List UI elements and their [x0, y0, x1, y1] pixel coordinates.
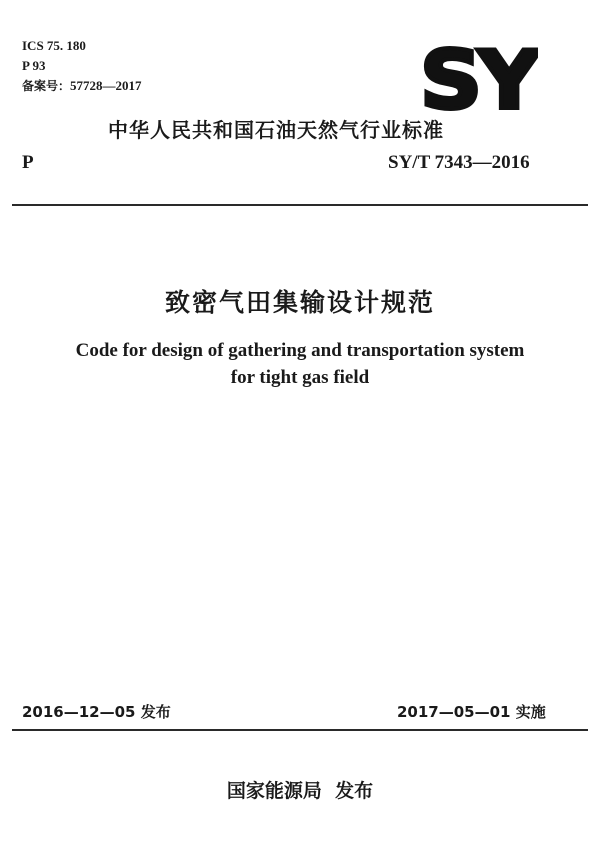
filing-number: 57728—2017 — [70, 78, 142, 93]
publisher: 国家能源局 发布 — [226, 780, 374, 802]
filing-record — [22, 78, 142, 94]
standard-name: 中华人民共和国石油天然气行业标准 — [108, 118, 444, 142]
title-english-line1: Code for design of gathering and transportation system — [75, 340, 525, 361]
implementation-date: 2017—05—01 实施 — [397, 703, 546, 721]
issue-date: 2016—12—05 发布 — [22, 703, 171, 721]
title-chinese: 致密气田集输设计规范 — [164, 288, 435, 317]
class-code: P — [22, 152, 34, 173]
filing-label: 备案号： — [22, 79, 71, 93]
sy-logo — [418, 40, 538, 116]
sy-logo-text: SY — [419, 40, 537, 116]
title-english-line2: for tight gas field — [230, 367, 370, 388]
top-rule — [12, 204, 588, 206]
ics-code: ICS 75. 180 — [22, 38, 86, 53]
standard-number: SY/T 7343—2016 — [388, 152, 530, 173]
bottom-rule — [12, 729, 588, 731]
category-code: P 93 — [22, 58, 46, 73]
